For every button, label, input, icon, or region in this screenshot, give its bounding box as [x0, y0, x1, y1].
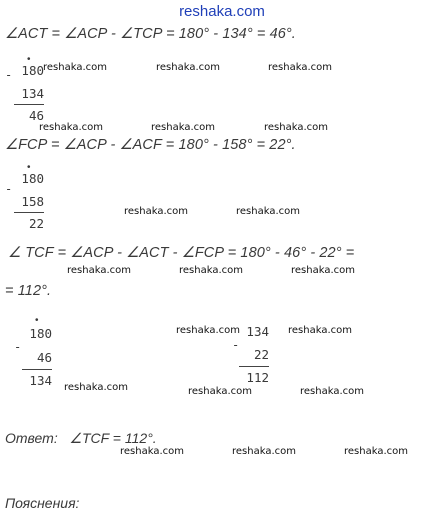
watermark: reshaka.com	[264, 122, 328, 133]
watermark: reshaka.com	[156, 62, 220, 73]
watermark: reshaka.com	[39, 122, 103, 133]
minuend: 180	[21, 63, 44, 78]
equation-tcf: ∠ TCF = ∠ACP - ∠ACT - ∠FCP = 180° - 46° - 22° =	[8, 245, 355, 261]
watermark: reshaka.com	[120, 446, 184, 457]
difference: 134	[29, 373, 52, 388]
equation-act: ∠ACT = ∠ACP - ∠TCP = 180° - 134° = 46°.	[5, 26, 296, 42]
minus-sign: -	[14, 340, 22, 354]
subtrahend: 134	[21, 86, 44, 101]
equation-fcp: ∠FCP = ∠ACP - ∠ACF = 180° - 158° = 22°.	[5, 137, 296, 153]
minuend: 180	[29, 326, 52, 341]
sum-line	[239, 366, 269, 367]
minus-sign: -	[5, 182, 13, 196]
difference: 22	[28, 216, 44, 231]
watermark: reshaka.com	[151, 122, 215, 133]
watermark: reshaka.com	[288, 325, 352, 336]
sum-line	[22, 369, 52, 370]
watermark: reshaka.com	[236, 206, 300, 217]
minus-sign: -	[5, 68, 13, 82]
equation-tcf-result: = 112°.	[5, 283, 52, 299]
watermark: reshaka.com	[300, 386, 364, 397]
answer-label: Ответ:	[5, 430, 58, 446]
watermark: reshaka.com	[67, 265, 131, 276]
answer	[5, 430, 157, 447]
borrow-dot: •	[35, 315, 39, 326]
explanation-label: Пояснения:	[5, 495, 80, 511]
site-header[interactable]: reshaka.com	[179, 3, 265, 20]
answer-text: ∠TCF = 112°.	[69, 430, 157, 446]
minuend: 180	[21, 171, 44, 186]
borrow-dot: •	[27, 54, 31, 65]
watermark: reshaka.com	[43, 62, 107, 73]
watermark: reshaka.com	[268, 62, 332, 73]
subtrahend: 46	[36, 350, 52, 365]
difference: 112	[246, 370, 269, 385]
subtrahend: 22	[253, 347, 269, 362]
borrow-dot: •	[27, 162, 31, 173]
minuend: 134	[246, 324, 269, 339]
difference: 46	[28, 108, 44, 123]
subtrahend: 158	[21, 194, 44, 209]
watermark: reshaka.com	[176, 325, 240, 336]
watermark: reshaka.com	[232, 446, 296, 457]
sum-line	[14, 212, 44, 213]
watermark: reshaka.com	[344, 446, 408, 457]
watermark: reshaka.com	[64, 382, 128, 393]
watermark: reshaka.com	[188, 386, 252, 397]
minus-sign: -	[232, 338, 240, 352]
watermark: reshaka.com	[124, 206, 188, 217]
sum-line	[14, 104, 44, 105]
watermark: reshaka.com	[291, 265, 355, 276]
watermark: reshaka.com	[179, 265, 243, 276]
